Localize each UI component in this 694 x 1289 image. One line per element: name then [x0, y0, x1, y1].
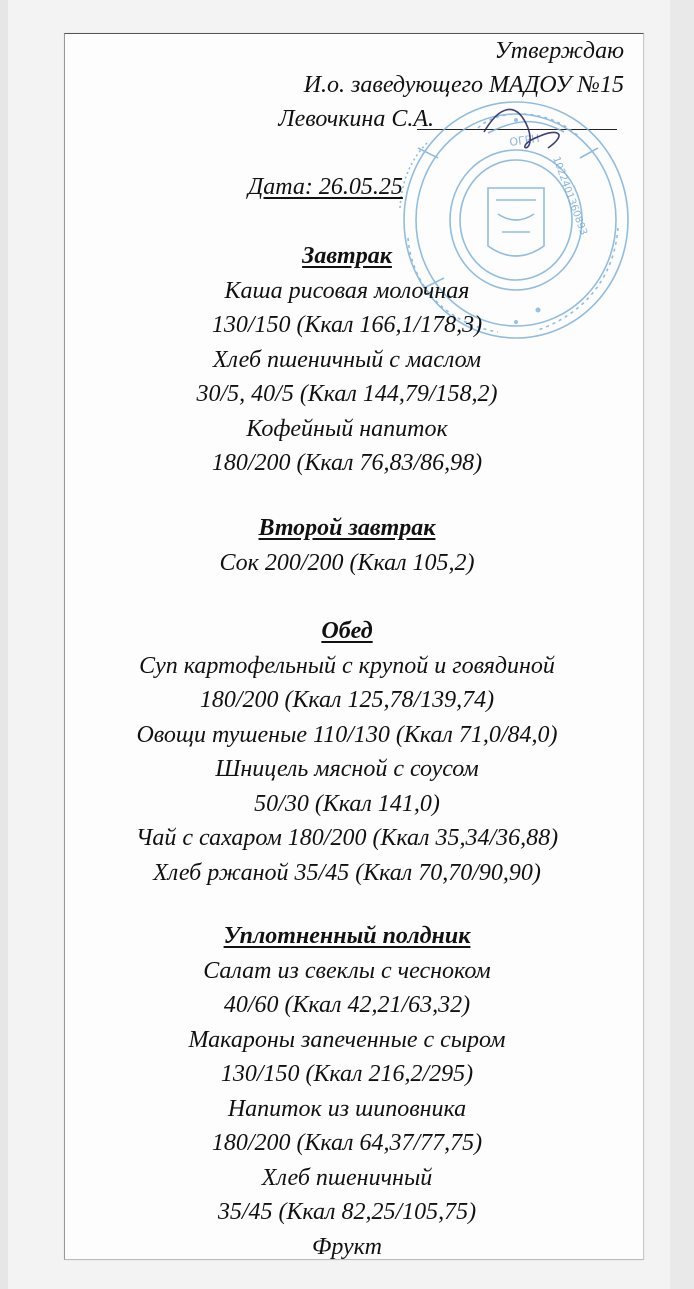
- menu-line: Кофейный напиток: [246, 415, 448, 442]
- menu-line: 130/150 (Ккал 216,2/295): [220, 1061, 474, 1087]
- menu-line: Напиток из шиповника: [227, 1095, 467, 1122]
- menu-line: Суп картофельный с крупой и говядиной: [139, 652, 555, 679]
- section-title-breakfast: Завтрак: [302, 243, 392, 269]
- breakfast-section: [64, 239, 630, 481]
- menu-line: 30/5, 40/5 (Ккал 144,79/158,2): [196, 381, 498, 407]
- approver-name-text: Левочкина С.А.: [278, 106, 434, 132]
- menu-line: Хлеб пшеничный с маслом: [212, 346, 482, 373]
- menu-line: Макароны запеченные с сыром: [188, 1026, 506, 1053]
- menu-line: 50/30 (Ккал 141,0): [254, 790, 440, 817]
- menu-line: Салат из свеклы с чесноком: [203, 957, 491, 984]
- menu-line: Каша рисовая молочная: [224, 277, 470, 304]
- background-left-edge: [0, 0, 8, 1289]
- svg-text:ОГРН: ОГРН: [508, 131, 541, 149]
- background-right-edge: [670, 0, 694, 1289]
- menu-line: 35/45 (Ккал 82,25/105,75): [217, 1199, 477, 1225]
- section-title-snack: Уплотненный полдник: [223, 923, 471, 949]
- menu-line: Фрукт: [312, 1233, 382, 1260]
- lunch-section: [64, 614, 630, 890]
- menu-line: Овощи тушеные 110/130 (Ккал 71,0/84,0): [136, 721, 558, 748]
- menu-line: Хлеб ржаной 35/45 (Ккал 70,70/90,90): [153, 859, 541, 886]
- snack-section: [64, 919, 630, 1264]
- menu-line: Хлеб пшеничный: [261, 1164, 433, 1191]
- menu-line: Чай с сахаром 180/200 (Ккал 35,34/36,88): [135, 825, 559, 851]
- menu-line: 180/200 (Ккал 64,37/77,75): [211, 1130, 483, 1156]
- menu-line: 180/200 (Ккал 76,83/86,98): [211, 450, 483, 476]
- approver-position: И.о. заведующего МАДОУ №15: [303, 72, 624, 98]
- menu-line: 130/150 (Ккал 166,1/178,3): [211, 312, 483, 338]
- menu-date: Дата: 26.05.25: [248, 174, 403, 200]
- menu-line: Шницель мясной с соусом: [215, 756, 479, 782]
- svg-text:1022401360893: 1022401360893: [550, 155, 589, 237]
- menu-line: Сок 200/200 (Ккал 105,2): [219, 549, 475, 576]
- approval-title: Утверждаю: [494, 38, 624, 64]
- second-breakfast-section: [64, 511, 630, 580]
- section-title-lunch: Обед: [321, 618, 373, 644]
- menu-line: 180/200 (Ккал 125,78/139,74): [199, 687, 495, 713]
- section-title-second-breakfast: Второй завтрак: [258, 515, 436, 541]
- menu-line: 40/60 (Ккал 42,21/63,32): [223, 992, 471, 1018]
